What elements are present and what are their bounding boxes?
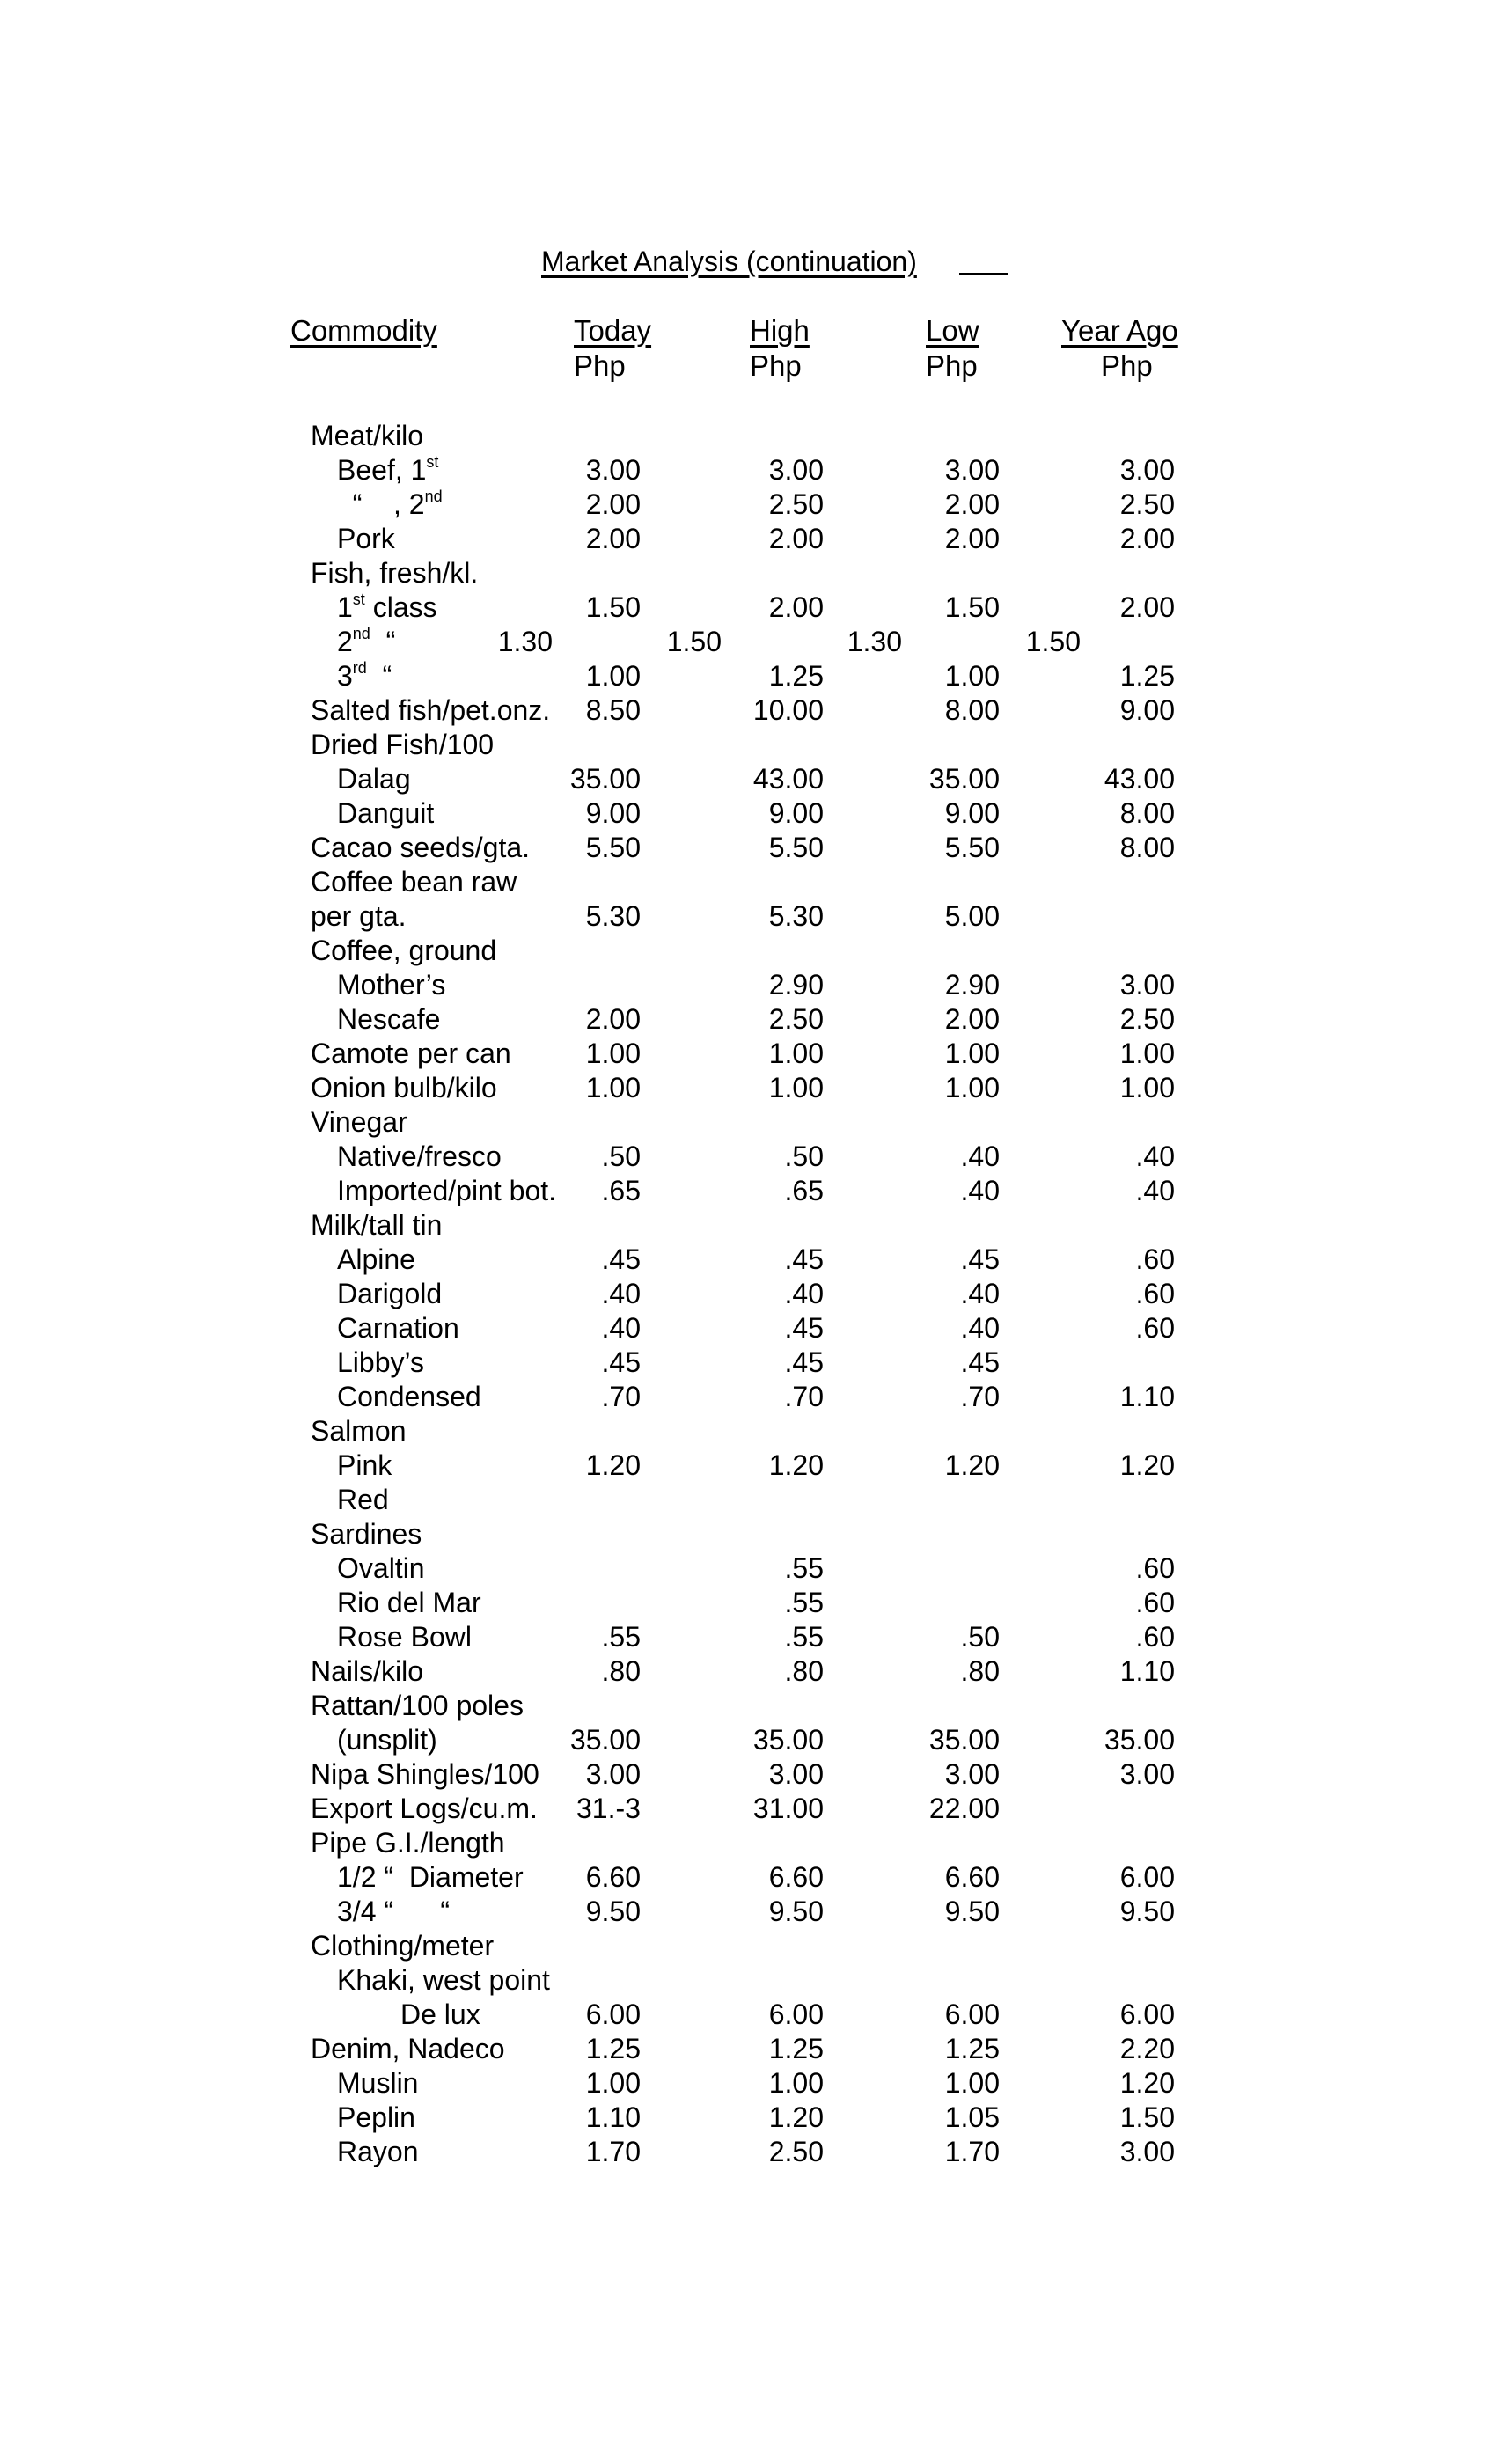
price-low: 6.60 xyxy=(944,1861,1000,1893)
title-underline xyxy=(959,273,1008,275)
price-today: 31.-3 xyxy=(576,1793,641,1824)
price-low: 35.00 xyxy=(928,1724,1000,1756)
price-low: 2.00 xyxy=(944,1003,1000,1035)
price-low: 1.00 xyxy=(944,1072,1000,1104)
header-high xyxy=(750,313,810,384)
commodity-name: Danguit xyxy=(337,797,435,829)
commodity-name: Nails/kilo xyxy=(311,1655,424,1687)
commodity-name: (unsplit) xyxy=(337,1724,437,1756)
price-today: .65 xyxy=(601,1175,641,1206)
price-high: .45 xyxy=(784,1312,824,1344)
price-today: 1.10 xyxy=(585,2101,641,2133)
price-high: .65 xyxy=(784,1175,824,1206)
table-row xyxy=(0,556,1496,590)
price-high: .50 xyxy=(784,1140,824,1172)
commodity-name: 1st class xyxy=(337,590,437,623)
commodity-name: Cacao seeds/gta. xyxy=(311,832,531,863)
commodity-name: Alpine xyxy=(337,1243,415,1275)
price-low: .45 xyxy=(960,1346,1000,1378)
table-row xyxy=(0,1380,1496,1414)
price-year-ago: 1.00 xyxy=(1119,1038,1175,1069)
table-row xyxy=(0,831,1496,865)
table-row xyxy=(0,934,1496,968)
price-year-ago: 2.50 xyxy=(1119,488,1175,520)
price-high: .40 xyxy=(784,1278,824,1309)
price-today: 1.70 xyxy=(585,2136,641,2167)
table-row xyxy=(0,1174,1496,1208)
table-row xyxy=(0,1689,1496,1723)
price-today: 5.30 xyxy=(585,900,641,932)
price-today: 1.00 xyxy=(585,2067,641,2099)
price-high: 1.00 xyxy=(768,2067,824,2099)
table-row xyxy=(0,453,1496,488)
price-low: .40 xyxy=(960,1312,1000,1344)
commodity-name: Coffee, ground xyxy=(311,935,497,966)
table-row xyxy=(0,1277,1496,1311)
header-commodity-label: Commodity xyxy=(290,314,437,347)
commodity-name: Ovaltin xyxy=(337,1552,425,1584)
price-year-ago: .40 xyxy=(1135,1175,1175,1206)
price-low: 1.00 xyxy=(944,1038,1000,1069)
header-low-unit: Php xyxy=(926,349,978,382)
price-low: 35.00 xyxy=(928,763,1000,795)
commodity-name: Muslin xyxy=(337,2067,419,2099)
price-year-ago: 3.00 xyxy=(1119,2136,1175,2167)
table-row xyxy=(0,2101,1496,2135)
table-row xyxy=(0,968,1496,1002)
commodity-name: Onion bulb/kilo xyxy=(311,1072,497,1104)
header-today-label: Today xyxy=(574,314,652,347)
table-row xyxy=(0,488,1496,522)
price-high: 1.25 xyxy=(768,2033,824,2064)
header-high-label: High xyxy=(750,314,810,347)
price-today: .55 xyxy=(601,1621,641,1653)
price-high: 31.00 xyxy=(752,1793,824,1824)
price-today: 9.00 xyxy=(585,797,641,829)
price-year-ago: 3.00 xyxy=(1119,454,1175,486)
commodity-name: Clothing/meter xyxy=(311,1930,495,1962)
commodity-name: Coffee bean raw xyxy=(311,866,517,898)
price-today: .40 xyxy=(601,1312,641,1344)
table-row xyxy=(0,590,1496,625)
price-low: .40 xyxy=(960,1140,1000,1172)
price-year-ago: 35.00 xyxy=(1104,1724,1175,1756)
commodity-name: Export Logs/cu.m. xyxy=(311,1793,538,1824)
table-row xyxy=(0,419,1496,453)
price-low: .70 xyxy=(960,1381,1000,1412)
price-today: 1.20 xyxy=(585,1449,641,1481)
price-today: 1.50 xyxy=(585,591,641,623)
commodity-name: 1/2 “ Diameter xyxy=(337,1861,524,1893)
price-low: 1.30 xyxy=(847,626,902,657)
price-today: .45 xyxy=(601,1346,641,1378)
header-today xyxy=(574,313,651,384)
header-commodity xyxy=(290,313,437,348)
price-high: .45 xyxy=(784,1346,824,1378)
price-year-ago: 1.50 xyxy=(1025,626,1081,657)
price-year-ago: 1.10 xyxy=(1119,1655,1175,1687)
price-high: 10.00 xyxy=(752,694,824,726)
price-today: .80 xyxy=(601,1655,641,1687)
commodity-name: 3rd “ xyxy=(337,659,392,692)
table-row xyxy=(0,796,1496,831)
price-low: 5.50 xyxy=(944,832,1000,863)
table-row xyxy=(0,762,1496,796)
price-low: .40 xyxy=(960,1175,1000,1206)
commodity-name: Rayon xyxy=(337,2136,419,2167)
table-row xyxy=(0,1929,1496,1963)
commodity-name: Milk/tall tin xyxy=(311,1209,443,1241)
commodity-name: Khaki, west point xyxy=(337,1964,550,1996)
commodity-name: Salmon xyxy=(311,1415,407,1447)
price-low: .80 xyxy=(960,1655,1000,1687)
price-today: .50 xyxy=(601,1140,641,1172)
commodity-name: Red xyxy=(337,1484,389,1515)
price-year-ago: .60 xyxy=(1135,1278,1175,1309)
price-year-ago: 8.00 xyxy=(1119,797,1175,829)
price-high: .70 xyxy=(784,1381,824,1412)
price-today: 9.50 xyxy=(585,1896,641,1927)
price-today: .70 xyxy=(601,1381,641,1412)
table-row xyxy=(0,659,1496,693)
price-year-ago: 1.20 xyxy=(1119,1449,1175,1481)
price-high: 2.50 xyxy=(768,488,824,520)
table-row xyxy=(0,1792,1496,1826)
price-year-ago: 1.00 xyxy=(1119,1072,1175,1104)
price-year-ago: 2.20 xyxy=(1119,2033,1175,2064)
price-high: 2.00 xyxy=(768,591,824,623)
price-year-ago: 9.50 xyxy=(1119,1896,1175,1927)
header-low-label: Low xyxy=(926,314,979,347)
table-row xyxy=(0,1037,1496,1071)
price-low: 1.05 xyxy=(944,2101,1000,2133)
header-year-ago xyxy=(1061,313,1178,384)
price-today: 1.00 xyxy=(585,1072,641,1104)
price-high: .55 xyxy=(784,1587,824,1618)
price-today: 3.00 xyxy=(585,1758,641,1790)
price-today: 1.30 xyxy=(497,626,553,657)
commodity-name: Denim, Nadeco xyxy=(311,2033,505,2064)
table-row xyxy=(0,1860,1496,1895)
header-year-ago-unit: Php xyxy=(1101,349,1153,382)
commodity-name: Carnation xyxy=(337,1312,459,1344)
price-high: 1.00 xyxy=(768,1038,824,1069)
price-today: 6.00 xyxy=(585,1998,641,2030)
price-high: 2.90 xyxy=(768,969,824,1001)
price-year-ago: .60 xyxy=(1135,1552,1175,1584)
price-high: 5.50 xyxy=(768,832,824,863)
table-row xyxy=(0,1723,1496,1757)
commodity-name: Pipe G.I./length xyxy=(311,1827,505,1859)
price-today: 2.00 xyxy=(585,1003,641,1035)
price-high: 6.00 xyxy=(768,1998,824,2030)
commodity-name: Dalag xyxy=(337,763,411,795)
price-low: .40 xyxy=(960,1278,1000,1309)
table-row xyxy=(0,625,1496,659)
header-year-ago-label: Year Ago xyxy=(1061,314,1178,347)
commodity-name: Dried Fish/100 xyxy=(311,729,495,760)
commodity-name: Rattan/100 poles xyxy=(311,1690,524,1721)
price-year-ago: 2.50 xyxy=(1119,1003,1175,1035)
commodity-name: Nipa Shingles/100 xyxy=(311,1758,539,1790)
price-low: .45 xyxy=(960,1243,1000,1275)
price-year-ago: .60 xyxy=(1135,1243,1175,1275)
price-high: .45 xyxy=(784,1243,824,1275)
table-row xyxy=(0,522,1496,556)
price-year-ago: 43.00 xyxy=(1104,763,1175,795)
commodity-name: Pork xyxy=(337,523,395,554)
price-today: 1.00 xyxy=(585,1038,641,1069)
price-year-ago: 1.10 xyxy=(1119,1381,1175,1412)
price-low: 22.00 xyxy=(928,1793,1000,1824)
price-today: 1.00 xyxy=(585,660,641,692)
table-row xyxy=(0,1654,1496,1689)
header-low xyxy=(926,313,979,384)
table-row xyxy=(0,1517,1496,1551)
commodity-name: Imported/pint bot. xyxy=(337,1175,557,1206)
commodity-name: Vinegar xyxy=(311,1106,407,1138)
table-row xyxy=(0,1208,1496,1243)
table-row xyxy=(0,728,1496,762)
table-row xyxy=(0,1826,1496,1860)
commodity-name: Pink xyxy=(337,1449,392,1481)
price-today: .40 xyxy=(601,1278,641,1309)
header-high-unit: Php xyxy=(750,349,802,382)
price-year-ago: 6.00 xyxy=(1119,1861,1175,1893)
price-low: 9.00 xyxy=(944,797,1000,829)
table-row xyxy=(0,1414,1496,1448)
price-today: 35.00 xyxy=(569,763,641,795)
price-year-ago: 9.00 xyxy=(1119,694,1175,726)
price-high: 1.50 xyxy=(666,626,722,657)
price-high: 2.00 xyxy=(768,523,824,554)
price-year-ago: 1.20 xyxy=(1119,2067,1175,2099)
price-high: 1.20 xyxy=(768,2101,824,2133)
table-row xyxy=(0,1105,1496,1140)
price-year-ago: 3.00 xyxy=(1119,969,1175,1001)
commodity-name: Peplin xyxy=(337,2101,415,2133)
table-row xyxy=(0,1243,1496,1277)
header-today-unit: Php xyxy=(574,349,626,382)
price-low: 1.70 xyxy=(944,2136,1000,2167)
price-year-ago: 1.25 xyxy=(1119,660,1175,692)
price-year-ago: .40 xyxy=(1135,1140,1175,1172)
price-low: 5.00 xyxy=(944,900,1000,932)
price-low: 2.00 xyxy=(944,523,1000,554)
table-row xyxy=(0,899,1496,934)
price-high: 9.00 xyxy=(768,797,824,829)
table-row xyxy=(0,865,1496,899)
commodity-name: Rose Bowl xyxy=(337,1621,472,1653)
table-row xyxy=(0,693,1496,728)
table-row xyxy=(0,1895,1496,1929)
price-year-ago: 8.00 xyxy=(1119,832,1175,863)
price-high: 3.00 xyxy=(768,454,824,486)
price-high: 43.00 xyxy=(752,763,824,795)
table-row xyxy=(0,1002,1496,1037)
price-year-ago: 2.00 xyxy=(1119,591,1175,623)
commodity-name: 2nd “ xyxy=(337,625,396,657)
price-low: .50 xyxy=(960,1621,1000,1653)
price-low: 6.00 xyxy=(944,1998,1000,2030)
price-high: 5.30 xyxy=(768,900,824,932)
price-high: 1.00 xyxy=(768,1072,824,1104)
commodity-name: Fish, fresh/kl. xyxy=(311,557,479,589)
price-low: 1.00 xyxy=(944,660,1000,692)
table-row xyxy=(0,1311,1496,1346)
table-row xyxy=(0,1346,1496,1380)
table-row xyxy=(0,1551,1496,1586)
price-high: 35.00 xyxy=(752,1724,824,1756)
commodity-name: Meat/kilo xyxy=(311,420,424,451)
price-high: 6.60 xyxy=(768,1861,824,1893)
commodity-name: Rio del Mar xyxy=(337,1587,481,1618)
price-year-ago: .60 xyxy=(1135,1587,1175,1618)
price-year-ago: 2.00 xyxy=(1119,523,1175,554)
table-row xyxy=(0,1586,1496,1620)
table-row xyxy=(0,1071,1496,1105)
commodity-name: Camote per can xyxy=(311,1038,511,1069)
price-high: 2.50 xyxy=(768,2136,824,2167)
price-today: 35.00 xyxy=(569,1724,641,1756)
price-low: 1.50 xyxy=(944,591,1000,623)
commodity-name: Salted fish/pet.onz. xyxy=(311,694,551,726)
commodity-name: Beef, 1st xyxy=(337,453,439,486)
price-today: 2.00 xyxy=(585,523,641,554)
table-row xyxy=(0,1998,1496,2032)
table-row xyxy=(0,1757,1496,1792)
price-today: 1.25 xyxy=(585,2033,641,2064)
price-low: 8.00 xyxy=(944,694,1000,726)
commodity-name: “ , 2nd xyxy=(337,488,443,520)
commodity-name: Mother’s xyxy=(337,969,446,1001)
price-low: 9.50 xyxy=(944,1896,1000,1927)
price-high: 1.20 xyxy=(768,1449,824,1481)
price-high: 2.50 xyxy=(768,1003,824,1035)
price-today: 5.50 xyxy=(585,832,641,863)
price-low: 1.25 xyxy=(944,2033,1000,2064)
commodity-name: per gta. xyxy=(311,900,407,932)
price-high: .80 xyxy=(784,1655,824,1687)
table-row xyxy=(0,1140,1496,1174)
price-low: 1.20 xyxy=(944,1449,1000,1481)
price-low: 3.00 xyxy=(944,1758,1000,1790)
commodity-name: Nescafe xyxy=(337,1003,441,1035)
commodity-name: Native/fresco xyxy=(337,1140,502,1172)
table-row xyxy=(0,1448,1496,1483)
price-year-ago: 6.00 xyxy=(1119,1998,1175,2030)
price-high: 3.00 xyxy=(768,1758,824,1790)
table-row xyxy=(0,2066,1496,2101)
price-high: .55 xyxy=(784,1552,824,1584)
price-low: 2.00 xyxy=(944,488,1000,520)
price-high: 9.50 xyxy=(768,1896,824,1927)
price-high: .55 xyxy=(784,1621,824,1653)
commodity-name: Darigold xyxy=(337,1278,443,1309)
commodity-name: Libby’s xyxy=(337,1346,425,1378)
price-low: 2.90 xyxy=(944,969,1000,1001)
price-today: 3.00 xyxy=(585,454,641,486)
table-row xyxy=(0,2135,1496,2169)
price-year-ago: .60 xyxy=(1135,1312,1175,1344)
page-title: Market Analysis (continuation) xyxy=(541,246,917,277)
price-year-ago: .60 xyxy=(1135,1621,1175,1653)
table-row xyxy=(0,1963,1496,1998)
price-low: 3.00 xyxy=(944,454,1000,486)
price-today: 2.00 xyxy=(585,488,641,520)
commodity-name: De lux xyxy=(400,1998,480,2030)
price-today: 6.60 xyxy=(585,1861,641,1893)
price-year-ago: 3.00 xyxy=(1119,1758,1175,1790)
price-high: 1.25 xyxy=(768,660,824,692)
price-year-ago: 1.50 xyxy=(1119,2101,1175,2133)
price-low: 1.00 xyxy=(944,2067,1000,2099)
commodity-name: Sardines xyxy=(311,1518,422,1550)
commodity-name: Condensed xyxy=(337,1381,481,1412)
price-today: .45 xyxy=(601,1243,641,1275)
price-today: 8.50 xyxy=(585,694,641,726)
commodity-name: 3/4 “ “ xyxy=(337,1896,451,1927)
table-row xyxy=(0,1620,1496,1654)
table-row xyxy=(0,1483,1496,1517)
table-row xyxy=(0,2032,1496,2066)
